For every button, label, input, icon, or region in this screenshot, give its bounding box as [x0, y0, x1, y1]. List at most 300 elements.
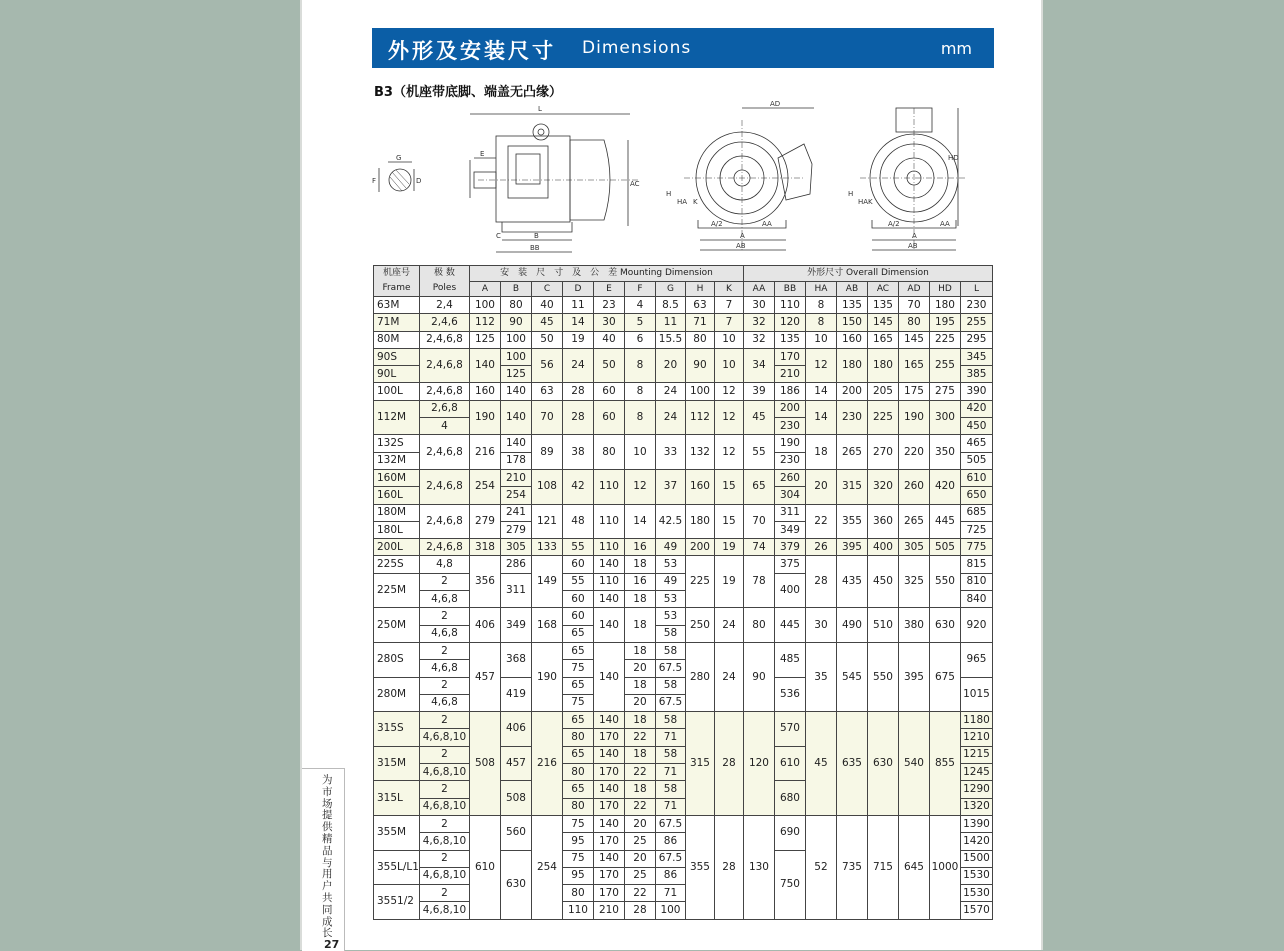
value-cell: 230: [960, 297, 992, 314]
value-cell: 24: [714, 642, 743, 711]
value-cell: 125: [500, 366, 531, 383]
value-cell: 840: [960, 591, 992, 608]
value-cell: 95: [562, 833, 593, 850]
frame-cell: 160L: [374, 487, 420, 504]
dim-label-b: B: [534, 232, 539, 240]
frame-cell: 90S: [374, 348, 420, 365]
poles-cell: 4,6,8: [419, 660, 469, 677]
value-cell: 24: [562, 348, 593, 383]
value-cell: 15: [714, 504, 743, 539]
value-cell: 8: [624, 348, 655, 383]
value-cell: 28: [714, 712, 743, 816]
value-cell: 254: [531, 815, 562, 919]
value-cell: 14: [805, 383, 836, 400]
table-row: [374, 297, 993, 314]
value-cell: 32: [743, 331, 774, 348]
poles-cell: 2,4,6: [419, 314, 469, 331]
value-cell: 320: [867, 469, 898, 504]
value-cell: 12: [714, 435, 743, 470]
value-cell: 65: [743, 469, 774, 504]
dim-label-bb: BB: [530, 244, 540, 252]
value-cell: 485: [774, 642, 805, 677]
frame-cell: 160M: [374, 469, 420, 486]
value-cell: 45: [743, 400, 774, 435]
side-slogan: [302, 768, 345, 951]
value-cell: 279: [500, 521, 531, 538]
value-cell: 95: [562, 867, 593, 884]
value-cell: 1530: [960, 867, 992, 884]
value-cell: 216: [531, 712, 562, 816]
value-cell: 178: [500, 452, 531, 469]
value-cell: 8: [624, 400, 655, 435]
column-header: D: [562, 282, 593, 297]
value-cell: 149: [531, 556, 562, 608]
value-cell: 33: [655, 435, 685, 470]
value-cell: 22: [805, 504, 836, 539]
value-cell: 140: [593, 591, 624, 608]
value-cell: 10: [714, 348, 743, 383]
value-cell: 45: [805, 712, 836, 816]
frame-cell: 315L: [374, 781, 420, 816]
frame-cell: 355L/L1: [374, 850, 420, 885]
dim-label-hd: HD: [948, 154, 959, 162]
value-cell: 385: [960, 366, 992, 383]
value-cell: 165: [898, 348, 929, 383]
value-cell: 90: [743, 642, 774, 711]
dim-label-l: L: [538, 105, 542, 113]
value-cell: 40: [531, 297, 562, 314]
value-cell: 200: [836, 383, 867, 400]
value-cell: 90: [685, 348, 714, 383]
value-cell: 630: [929, 608, 960, 643]
value-cell: 250: [685, 608, 714, 643]
poles-cell: 2: [419, 815, 469, 832]
value-cell: 22: [624, 798, 655, 815]
value-cell: 254: [500, 487, 531, 504]
frame-cell: 180L: [374, 521, 420, 538]
value-cell: 55: [562, 573, 593, 590]
value-cell: 14: [624, 504, 655, 539]
dim-label-ha: HA: [677, 198, 688, 206]
value-cell: 200: [685, 539, 714, 556]
value-cell: 205: [867, 383, 898, 400]
value-cell: 34: [743, 348, 774, 383]
value-cell: 100: [685, 383, 714, 400]
value-cell: 63: [685, 297, 714, 314]
value-cell: 45: [531, 314, 562, 331]
poles-header-en: Poles: [432, 283, 457, 293]
column-header: G: [655, 282, 685, 297]
poles-cell: 2: [419, 573, 469, 590]
value-cell: 132: [685, 435, 714, 470]
value-cell: 315: [685, 712, 714, 816]
table-row: [374, 400, 993, 417]
value-cell: 23: [593, 297, 624, 314]
value-cell: 80: [562, 885, 593, 902]
overall-dimension-header: [743, 266, 992, 282]
value-cell: 120: [743, 712, 774, 816]
value-cell: 75: [562, 660, 593, 677]
value-cell: 810: [960, 573, 992, 590]
value-cell: 140: [593, 608, 624, 643]
poles-cell: 4,6,8,10: [419, 833, 469, 850]
table-row: [374, 314, 993, 331]
poles-cell: 2,4,6,8: [419, 539, 469, 556]
value-cell: 536: [774, 677, 805, 712]
dim-label-g: G: [396, 154, 402, 162]
value-cell: 390: [960, 383, 992, 400]
poles-cell: 2: [419, 642, 469, 659]
table-row: [374, 331, 993, 348]
value-cell: 20: [655, 348, 685, 383]
value-cell: 1215: [960, 746, 992, 763]
column-header: AD: [898, 282, 929, 297]
value-cell: 550: [929, 556, 960, 608]
value-cell: 18: [805, 435, 836, 470]
value-cell: 1210: [960, 729, 992, 746]
value-cell: 110: [562, 902, 593, 919]
value-cell: 80: [562, 798, 593, 815]
value-cell: 445: [929, 504, 960, 539]
dim-label-a2-2: A/2: [888, 220, 900, 228]
value-cell: 18: [624, 746, 655, 763]
value-cell: 1290: [960, 781, 992, 798]
value-cell: 30: [593, 314, 624, 331]
value-cell: 110: [593, 504, 624, 539]
poles-cell: 4: [419, 418, 469, 435]
value-cell: 186: [774, 383, 805, 400]
frame-cell: 71M: [374, 314, 420, 331]
page-number: 27: [324, 938, 340, 951]
value-cell: 24: [655, 400, 685, 435]
value-cell: 18: [624, 677, 655, 694]
value-cell: 190: [898, 400, 929, 435]
value-cell: 545: [836, 642, 867, 711]
value-cell: 311: [774, 504, 805, 521]
frame-cell: 63M: [374, 297, 420, 314]
value-cell: 26: [805, 539, 836, 556]
value-cell: 89: [531, 435, 562, 470]
overall-header-en: Overall Dimension: [845, 268, 929, 279]
value-cell: 505: [929, 539, 960, 556]
value-cell: 349: [500, 608, 531, 643]
value-cell: 80: [593, 435, 624, 470]
value-cell: 180: [867, 348, 898, 383]
column-header: AB: [836, 282, 867, 297]
value-cell: 965: [960, 642, 992, 677]
value-cell: 11: [562, 297, 593, 314]
value-cell: 230: [774, 418, 805, 435]
value-cell: 735: [836, 815, 867, 919]
value-cell: 48: [562, 504, 593, 539]
poles-cell: 2: [419, 677, 469, 694]
value-cell: 60: [562, 591, 593, 608]
motor-outline-drawings: [366, 100, 966, 260]
value-cell: 170: [774, 348, 805, 365]
value-cell: 28: [624, 902, 655, 919]
value-cell: 70: [531, 400, 562, 435]
value-cell: 190: [469, 400, 500, 435]
value-cell: 35: [805, 642, 836, 711]
value-cell: 18: [624, 608, 655, 643]
frame-cell: 3551/2: [374, 885, 420, 920]
value-cell: 570: [774, 712, 805, 747]
value-cell: 20: [624, 694, 655, 711]
section-title-en: Dimensions: [582, 38, 692, 58]
column-header: K: [714, 282, 743, 297]
dim-label-d: D: [416, 177, 422, 185]
value-cell: 170: [593, 833, 624, 850]
value-cell: 67.5: [655, 850, 685, 867]
value-cell: 505: [960, 452, 992, 469]
mounting-header-en: Mounting Dimension: [620, 268, 713, 279]
value-cell: 80: [562, 729, 593, 746]
value-cell: 121: [531, 504, 562, 539]
value-cell: 30: [743, 297, 774, 314]
value-cell: 920: [960, 608, 992, 643]
side-slogan-text: 为市场提供精品 与用户共同成长: [322, 774, 333, 940]
frame-cell: 280M: [374, 677, 420, 712]
table-row: [374, 504, 993, 521]
value-cell: 86: [655, 833, 685, 850]
value-cell: 67.5: [655, 660, 685, 677]
value-cell: 725: [960, 521, 992, 538]
value-cell: 355: [836, 504, 867, 539]
poles-cell: 4,6,8: [419, 694, 469, 711]
frame-cell: 355M: [374, 815, 420, 850]
dim-label-ac: AC: [630, 180, 640, 188]
value-cell: 1390: [960, 815, 992, 832]
value-cell: 140: [593, 642, 624, 711]
value-cell: 395: [898, 642, 929, 711]
value-cell: 63: [531, 383, 562, 400]
value-cell: 90: [500, 314, 531, 331]
poles-cell: 2,4,6,8: [419, 435, 469, 470]
table-row: [374, 556, 993, 573]
value-cell: 210: [774, 366, 805, 383]
value-cell: 304: [774, 487, 805, 504]
value-cell: 70: [898, 297, 929, 314]
value-cell: 60: [562, 556, 593, 573]
value-cell: 32: [743, 314, 774, 331]
value-cell: 19: [714, 539, 743, 556]
value-cell: 170: [593, 885, 624, 902]
poles-cell: 4,6,8,10: [419, 764, 469, 781]
value-cell: 71: [685, 314, 714, 331]
value-cell: 140: [500, 383, 531, 400]
table-row: [374, 608, 993, 625]
dim-label-a: A: [740, 232, 745, 240]
value-cell: 160: [685, 469, 714, 504]
value-cell: 19: [714, 556, 743, 608]
column-header: AA: [743, 282, 774, 297]
catalog-page: [300, 0, 1043, 950]
value-cell: 265: [836, 435, 867, 470]
value-cell: 140: [593, 712, 624, 729]
front-view-drawing: [666, 100, 814, 250]
value-cell: 635: [836, 712, 867, 816]
value-cell: 140: [593, 746, 624, 763]
dim-label-a-2: A: [912, 232, 917, 240]
mounting-type-subtitle: B3（机座带底脚、端盖无凸缘）: [374, 85, 562, 100]
value-cell: 15: [714, 469, 743, 504]
value-cell: 630: [867, 712, 898, 816]
value-cell: 125: [469, 331, 500, 348]
value-cell: 55: [743, 435, 774, 470]
value-cell: 855: [929, 712, 960, 816]
value-cell: 5: [624, 314, 655, 331]
value-cell: 120: [774, 314, 805, 331]
mounting-dimension-header: [469, 266, 743, 282]
poles-cell: 2: [419, 850, 469, 867]
value-cell: 457: [500, 746, 531, 781]
frame-cell: 225S: [374, 556, 420, 573]
mounting-header-zh: 安 装 尺 寸 及 公 差: [500, 268, 618, 279]
value-cell: 180: [929, 297, 960, 314]
column-header: A: [469, 282, 500, 297]
shaft-detail-drawing: [372, 154, 421, 192]
value-cell: 4: [624, 297, 655, 314]
poles-cell: 4,6,8,10: [419, 902, 469, 919]
value-cell: 140: [593, 815, 624, 832]
frame-cell: 132S: [374, 435, 420, 452]
value-cell: 815: [960, 556, 992, 573]
value-cell: 8: [805, 297, 836, 314]
value-cell: 130: [743, 815, 774, 919]
frame-header-zh: 机座号: [382, 268, 410, 278]
value-cell: 60: [593, 400, 624, 435]
value-cell: 10: [714, 331, 743, 348]
value-cell: 112: [469, 314, 500, 331]
value-cell: 1500: [960, 850, 992, 867]
value-cell: 20: [624, 815, 655, 832]
value-cell: 395: [836, 539, 867, 556]
frame-cell: 250M: [374, 608, 420, 643]
column-header: C: [531, 282, 562, 297]
value-cell: 110: [593, 573, 624, 590]
value-cell: 135: [836, 297, 867, 314]
value-cell: 349: [774, 521, 805, 538]
value-cell: 375: [774, 556, 805, 573]
value-cell: 170: [593, 764, 624, 781]
value-cell: 225: [867, 400, 898, 435]
value-cell: 140: [500, 435, 531, 452]
value-cell: 18: [624, 712, 655, 729]
value-cell: 1180: [960, 712, 992, 729]
value-cell: 165: [867, 331, 898, 348]
value-cell: 450: [960, 418, 992, 435]
value-cell: 80: [898, 314, 929, 331]
value-cell: 216: [469, 435, 500, 470]
poles-cell: 4,6,8,10: [419, 798, 469, 815]
value-cell: 435: [836, 556, 867, 608]
value-cell: 195: [929, 314, 960, 331]
value-cell: 70: [743, 504, 774, 539]
value-cell: 20: [624, 850, 655, 867]
column-header: H: [685, 282, 714, 297]
section-title-zh: 外形及安装尺寸: [388, 39, 556, 63]
value-cell: 279: [469, 504, 500, 539]
table-row: [374, 712, 993, 729]
value-cell: 380: [898, 608, 929, 643]
value-cell: 75: [562, 815, 593, 832]
value-cell: 1320: [960, 798, 992, 815]
value-cell: 465: [960, 435, 992, 452]
value-cell: 58: [655, 677, 685, 694]
value-cell: 65: [562, 746, 593, 763]
value-cell: 12: [714, 383, 743, 400]
value-cell: 16: [624, 573, 655, 590]
value-cell: 8: [805, 314, 836, 331]
value-cell: 675: [929, 642, 960, 711]
value-cell: 80: [685, 331, 714, 348]
value-cell: 75: [562, 694, 593, 711]
unit-label: mm: [940, 39, 972, 58]
column-header: HD: [929, 282, 960, 297]
value-cell: 42: [562, 469, 593, 504]
column-header: HA: [805, 282, 836, 297]
value-cell: 108: [531, 469, 562, 504]
value-cell: 255: [929, 348, 960, 383]
table-row: [374, 348, 993, 365]
dim-label-f: F: [372, 177, 377, 185]
value-cell: 24: [655, 383, 685, 400]
value-cell: 241: [500, 504, 531, 521]
poles-cell: 4,6,8: [419, 591, 469, 608]
value-cell: 110: [593, 469, 624, 504]
frame-cell: 225M: [374, 573, 420, 608]
value-cell: 10: [624, 435, 655, 470]
poles-cell: 2: [419, 781, 469, 798]
table-row: [374, 383, 993, 400]
table-row: [374, 469, 993, 486]
poles-cell: 4,6,8: [419, 625, 469, 642]
value-cell: 145: [867, 314, 898, 331]
value-cell: 275: [929, 383, 960, 400]
value-cell: 8: [624, 383, 655, 400]
value-cell: 133: [531, 539, 562, 556]
value-cell: 260: [774, 469, 805, 486]
value-cell: 510: [867, 608, 898, 643]
value-cell: 140: [469, 348, 500, 383]
value-cell: 225: [929, 331, 960, 348]
value-cell: 53: [655, 556, 685, 573]
value-cell: 368: [500, 642, 531, 677]
value-cell: 16: [624, 539, 655, 556]
value-cell: 1420: [960, 833, 992, 850]
value-cell: 58: [655, 625, 685, 642]
value-cell: 12: [714, 400, 743, 435]
value-cell: 345: [960, 348, 992, 365]
value-cell: 55: [562, 539, 593, 556]
value-cell: 71: [655, 885, 685, 902]
value-cell: 295: [960, 331, 992, 348]
value-cell: 52: [805, 815, 836, 919]
value-cell: 49: [655, 539, 685, 556]
dim-label-a2: A/2: [711, 220, 723, 228]
value-cell: 254: [469, 469, 500, 504]
value-cell: 210: [500, 469, 531, 486]
value-cell: 28: [562, 400, 593, 435]
frame-cell: 315M: [374, 746, 420, 781]
frame-cell: 132M: [374, 452, 420, 469]
value-cell: 379: [774, 539, 805, 556]
value-cell: 8.5: [655, 297, 685, 314]
value-cell: 75: [562, 850, 593, 867]
value-cell: 60: [593, 383, 624, 400]
value-cell: 420: [960, 400, 992, 417]
value-cell: 508: [469, 712, 500, 816]
